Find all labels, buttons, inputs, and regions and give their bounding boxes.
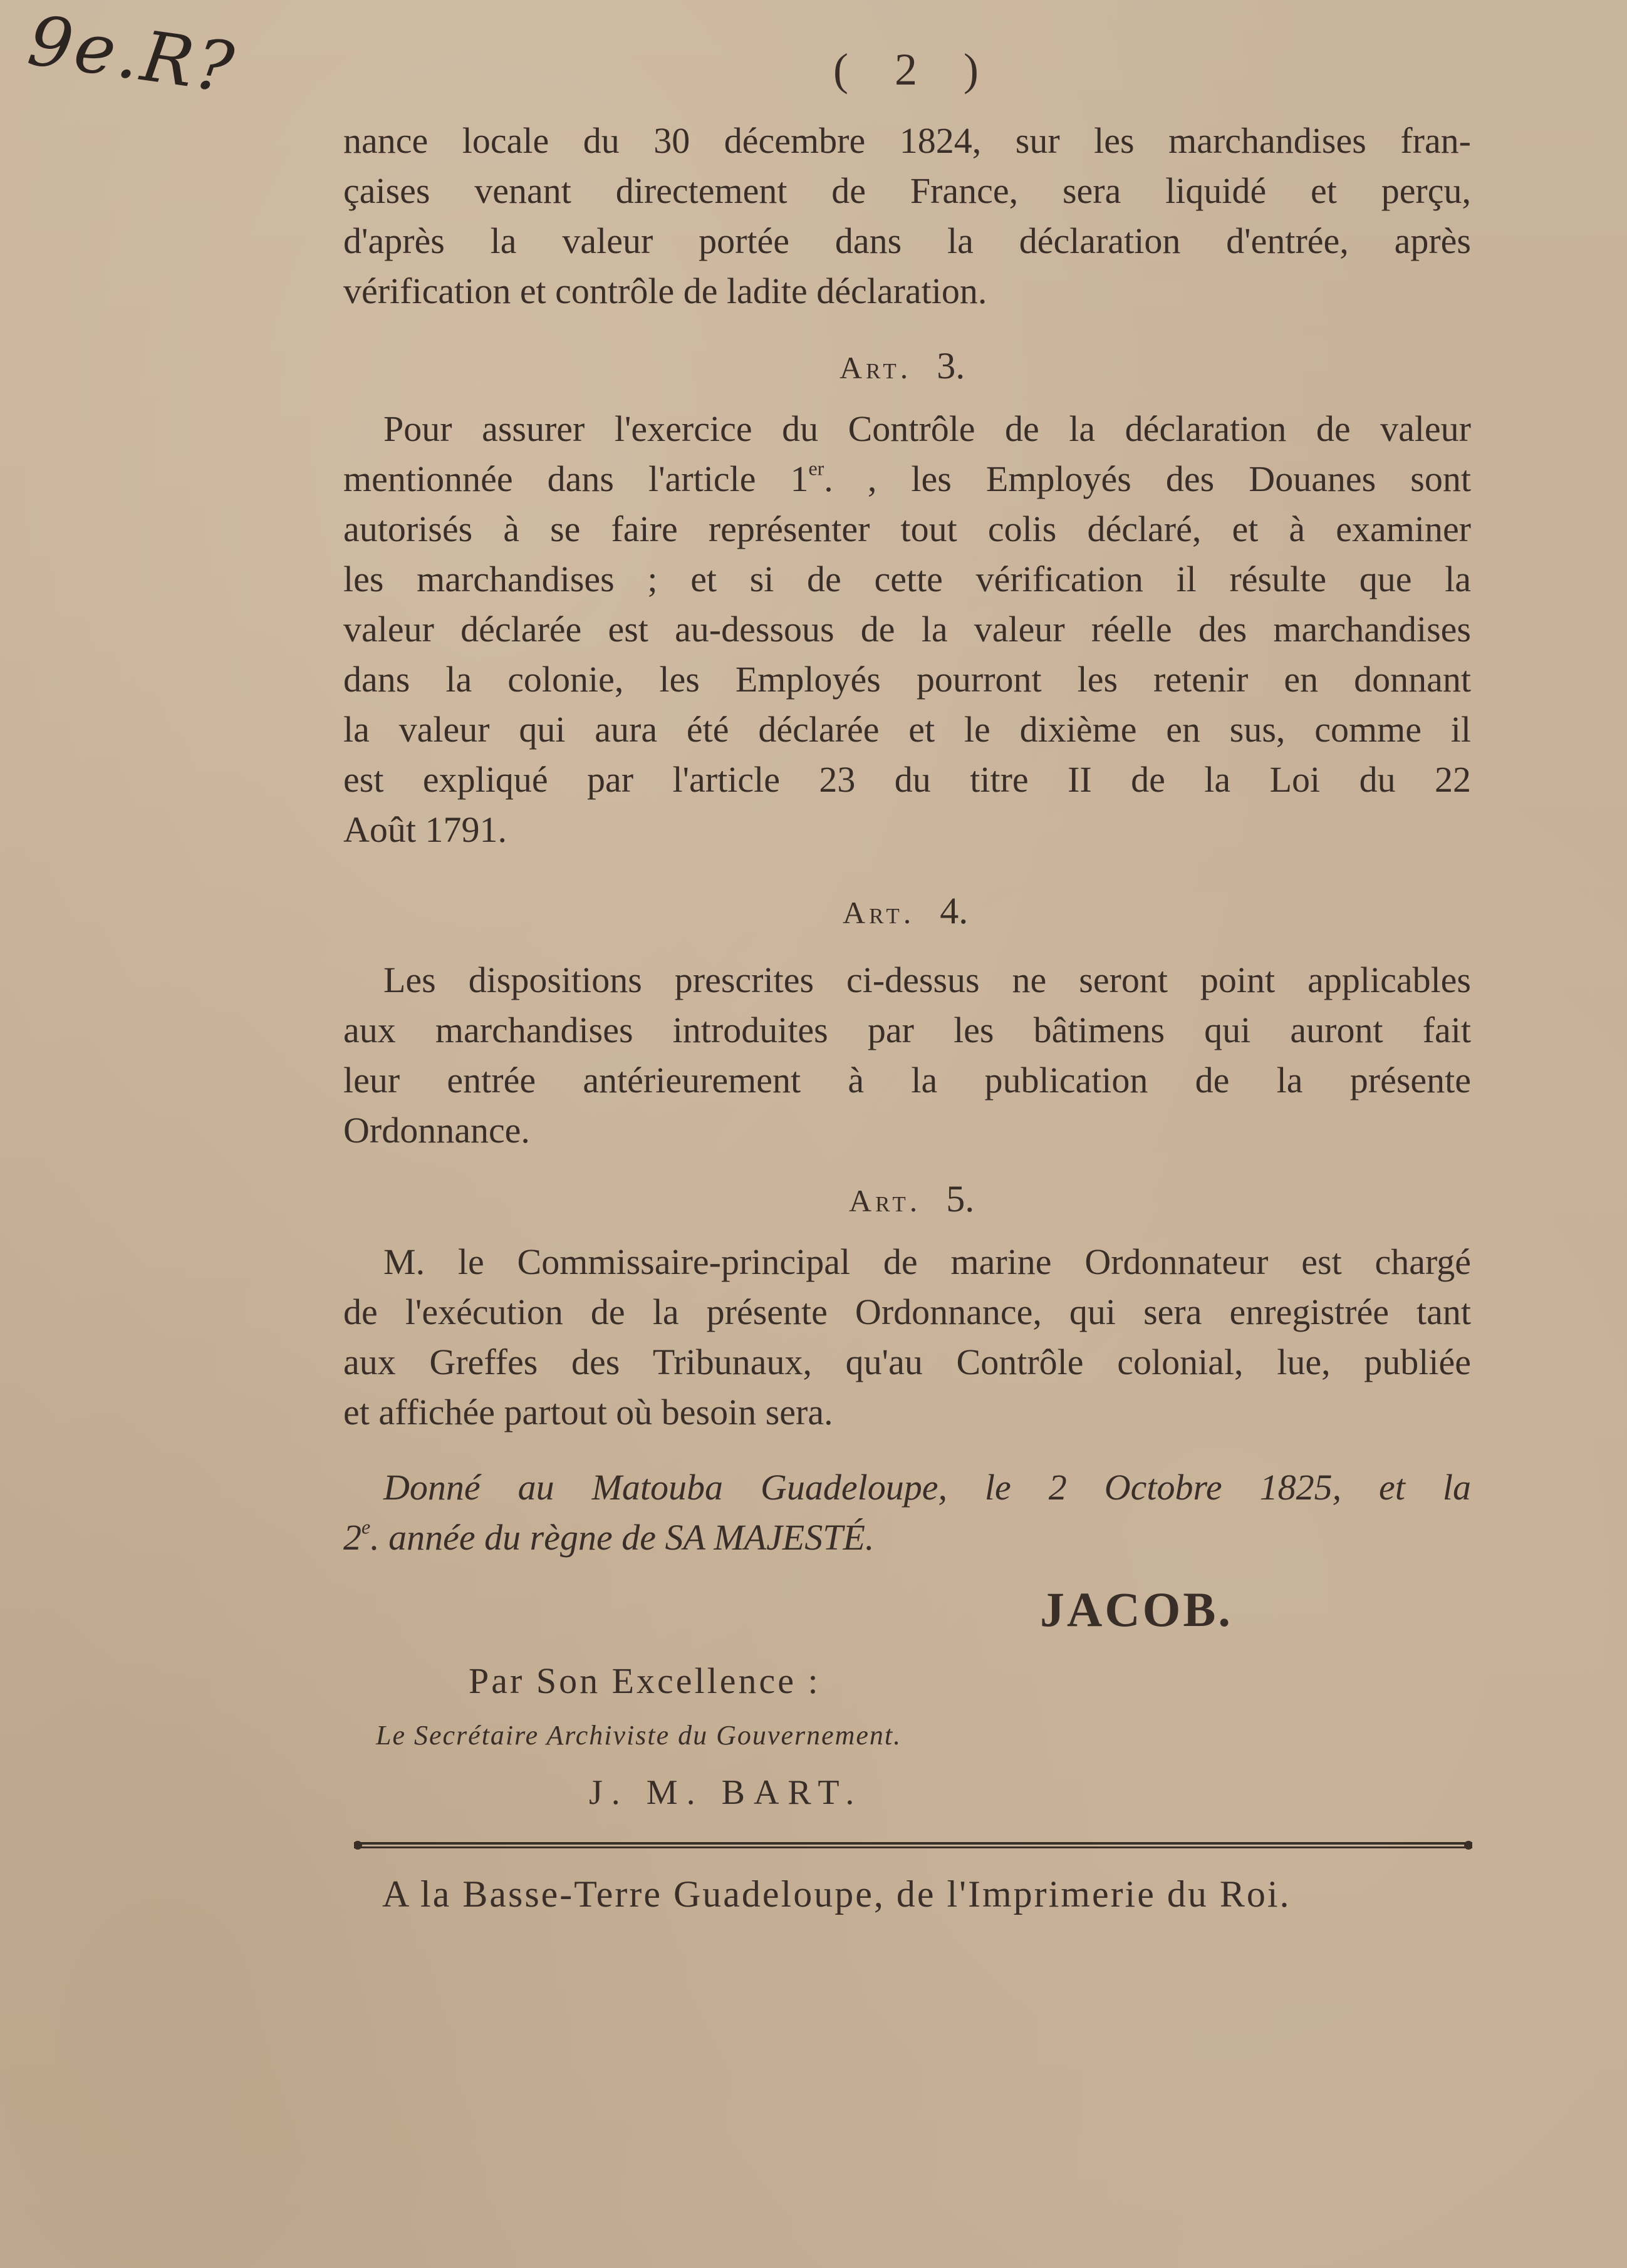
text-line: d'après la valeur portée dans la déclaration d'entrée, après	[343, 220, 1471, 261]
text-line: leur entrée antérieurement à la publication de la présente	[343, 1060, 1471, 1100]
article-label: Art.	[843, 895, 915, 930]
text-line: et affichée partout où besoin sera.	[343, 1392, 833, 1432]
text-line: Pour assurer l'exercice du Contrôle de la déclaration de valeur	[383, 408, 1471, 449]
imprint-line: A la Basse-Terre Guadeloupe, de l'Imprimerie du Roi.	[382, 1873, 1291, 1915]
closing-statement	[343, 1463, 1471, 1563]
paragraph-article-3	[343, 404, 1471, 855]
page-number: ( 2 )	[833, 44, 996, 95]
secretary-title: Le Secrétaire Archiviste du Gouvernement.	[376, 1720, 902, 1751]
text-line: la valeur qui aura été déclarée et le dixième en sus, comme il	[343, 709, 1471, 750]
article-number: 4.	[940, 890, 969, 931]
text-line: 2e. année du règne de SA MAJESTÉ.	[343, 1516, 875, 1558]
text-line: aux marchandises introduites par les bâtimens qui auront fait	[343, 1010, 1471, 1050]
text-line: nance locale du 30 décembre 1824, sur les marchandises fran-	[343, 120, 1471, 161]
handwritten-annotation: 9e.R?	[23, 0, 241, 109]
text-line: est expliqué par l'article 23 du titre II de la Loi du 22	[343, 759, 1471, 800]
article-label: Art.	[849, 1183, 922, 1218]
paragraph-intro	[343, 116, 1471, 316]
text-line: les marchandises ; et si de cette vérification il résulte que la	[343, 559, 1471, 599]
text-line: valeur déclarée est au-dessous de la valeur réelle des marchandises	[343, 609, 1471, 650]
decorative-rule	[354, 1840, 1472, 1851]
text-line: vérification et contrôle de ladite déclaration.	[343, 271, 987, 311]
article-heading-5	[849, 1178, 974, 1221]
text-line: Les dispositions prescrites ci-dessus ne seront point applicables	[383, 960, 1471, 1000]
text-line: Donné au Matouba Guadeloupe, le 2 Octobre 1825, et la	[383, 1467, 1471, 1508]
article-label: Art.	[839, 350, 912, 385]
text-line: mentionnée dans l'article 1er. , les Employés des Douanes sont	[343, 457, 1471, 499]
text-line: çaises venant directement de France, sera liquidé et perçu,	[343, 170, 1471, 211]
text-line: dans la colonie, les Employés pourront les retenir en donnant	[343, 659, 1471, 700]
text-line: de l'exécution de la présente Ordonnance, qui sera enregistrée tant	[343, 1292, 1471, 1332]
text-line: Ordonnance.	[343, 1110, 530, 1151]
paragraph-article-4	[343, 955, 1471, 1156]
article-number: 5.	[946, 1178, 975, 1219]
article-heading-4	[843, 889, 968, 933]
article-heading-3	[839, 344, 965, 388]
article-number: 3.	[937, 345, 965, 386]
signature-jacob: JACOB.	[1040, 1582, 1233, 1637]
text-line: autorisés à se faire représenter tout colis déclaré, et à examiner	[343, 509, 1471, 549]
text-line: Août 1791.	[343, 809, 507, 850]
paragraph-article-5	[343, 1237, 1471, 1437]
text-line: M. le Commissaire-principal de marine Ordonnateur est chargé	[383, 1241, 1471, 1282]
par-son-excellence: Par Son Excellence :	[469, 1660, 821, 1701]
text-line: aux Greffes des Tribunaux, qu'au Contrôle colonial, lue, publiée	[343, 1342, 1471, 1382]
secretary-name: J. M. BART.	[589, 1773, 863, 1812]
